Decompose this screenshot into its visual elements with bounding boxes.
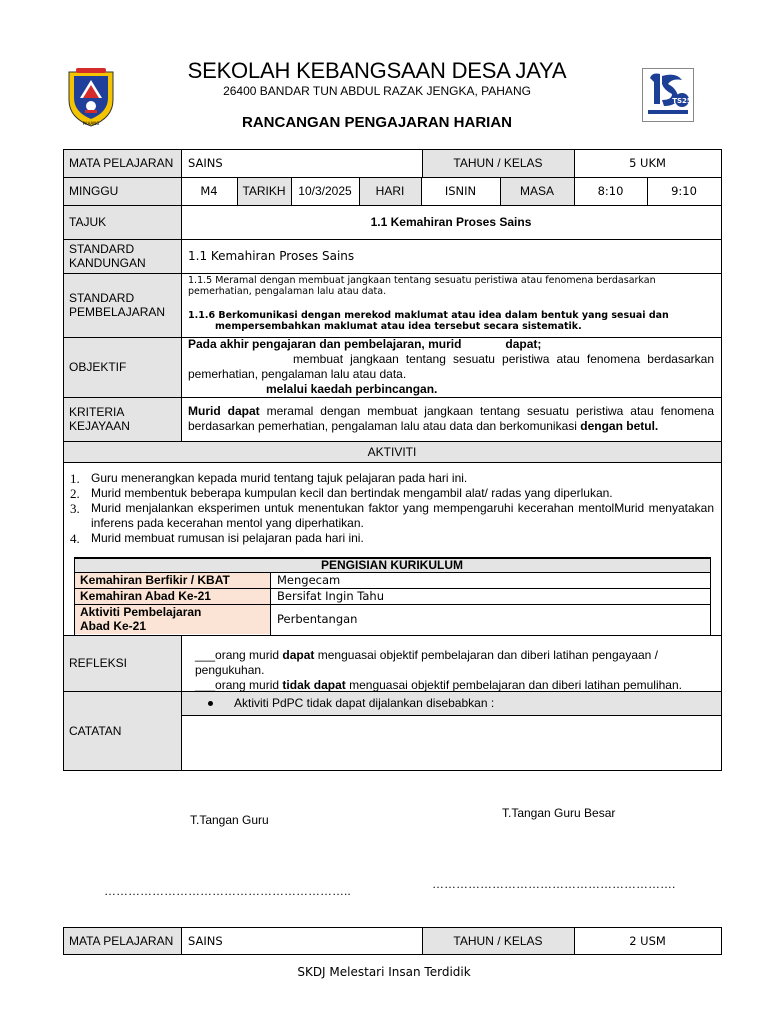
teacher-signature-line: …………………………………………………….. bbox=[104, 884, 351, 898]
activities-heading: AKTIVITI bbox=[367, 444, 417, 459]
document-title: RANCANGAN PENGAJARAN HARIAN bbox=[241, 114, 512, 131]
svg-text:PAHANG: PAHANG bbox=[82, 121, 100, 126]
class-value: 5 UKM bbox=[629, 156, 666, 170]
kurikulum-value-aktiviti: Perbentangan bbox=[277, 612, 358, 626]
kurikulum-label-abad21: Kemahiran Abad Ke-21 bbox=[80, 589, 211, 603]
date-value: 10/3/2025 bbox=[298, 184, 352, 198]
teacher-signature-label: T.Tangan Guru bbox=[190, 813, 269, 827]
headmaster-signature-label: T.Tangan Guru Besar bbox=[502, 806, 616, 820]
reflection-label: REFLEKSI bbox=[69, 656, 128, 670]
kurikulum-label-kbat: Kemahiran Berfikir / KBAT bbox=[80, 573, 230, 587]
footer-motto: SKDJ Melestari Insan Terdidik bbox=[297, 965, 471, 979]
kurikulum-heading: PENGISIAN KURIKULUM bbox=[320, 558, 463, 572]
notes-input-area[interactable] bbox=[182, 716, 721, 770]
next-class-label: TAHUN / KELAS bbox=[453, 933, 543, 948]
subject-value: SAINS bbox=[188, 156, 223, 170]
content-standard-label: STANDARD KANDUNGAN bbox=[69, 242, 146, 270]
criteria-label: KRITERIA KEJAYAAN bbox=[69, 405, 130, 433]
school-address: 26400 BANDAR TUN ABDUL RAZAK JENGKA, PAHANG bbox=[223, 84, 531, 98]
reflection-line-not-achieved: ___orang murid tidak dapat menguasai objektif pembelajaran dan diberi latihan pemulihan. bbox=[195, 678, 682, 692]
objective-label: OBJEKTIF bbox=[69, 360, 127, 374]
activity-item: 2. Murid membentuk beberapa kumpulan kecil dan bertindak mengambil alat/ radas yang diperlukan. bbox=[70, 486, 613, 501]
criteria-text: Murid dapat meramal dengan membuat jangkaan tentang sesuatu peristiwa atau fenomena berdasarkan pemerhatian, pengalaman lalu atau data dan berkomunikasi dengan betul. bbox=[188, 404, 715, 433]
activities-list bbox=[68, 471, 714, 546]
day-label: HARI bbox=[375, 184, 405, 198]
bullet-icon bbox=[208, 701, 213, 706]
time-end: 9:10 bbox=[671, 184, 697, 198]
next-class-value: 2 USM bbox=[629, 933, 666, 948]
class-label: TAHUN / KELAS bbox=[453, 156, 543, 170]
subject-label: MATA PELAJARAN bbox=[69, 156, 174, 170]
time-start: 8:10 bbox=[597, 184, 624, 198]
notes-bullet: Aktiviti PdPC tidak dapat dijalankan disebabkan : bbox=[208, 691, 708, 715]
learning-standard-2: 1.1.6 Berkomunikasi dengan merekod maklumat atau idea dalam bentuk yang sesuai dan mempersembahkan maklumat atau idea tersebut secara sistematik. bbox=[188, 310, 669, 332]
school-crest-logo bbox=[66, 66, 116, 128]
next-subject-label: MATA PELAJARAN bbox=[69, 933, 174, 948]
day-value: ISNIN bbox=[444, 184, 477, 198]
kurikulum-label-aktiviti: Aktiviti Pembelajaran Abad Ke-21 bbox=[80, 605, 202, 633]
headmaster-signature-line: ……………………………………………………. bbox=[432, 877, 676, 891]
date-label: TARIKH bbox=[242, 184, 286, 198]
reflection-text bbox=[195, 648, 719, 693]
ts25-logo bbox=[642, 68, 694, 122]
learning-standard-label: STANDARD PEMBELAJARAN bbox=[69, 291, 166, 319]
topic-value: 1.1 Kemahiran Proses Sains bbox=[370, 215, 532, 229]
activity-item: 4. Murid membuat rumusan isi pelajaran pada hari ini. bbox=[70, 531, 364, 546]
time-label: MASA bbox=[519, 184, 554, 198]
week-value: M4 bbox=[200, 184, 218, 198]
svg-text:TS25: TS25 bbox=[672, 97, 692, 105]
content-standard-value: 1.1 Kemahiran Proses Sains bbox=[188, 249, 355, 263]
learning-standard-1: 1.1.5 Meramal dengan membuat jangkaan tentang sesuatu peristiwa atau fenomena berdasarkan pemerhatian, pengalaman lalu atau data. bbox=[188, 275, 656, 297]
activity-item: 3. Murid menjalankan eksperimen untuk menentukan faktor yang mempengaruhi kecerahan mentolMurid menyatakan inferens pada kecerahan mentol yang diperhatikan. bbox=[70, 501, 714, 530]
kurikulum-value-kbat: Mengecam bbox=[277, 573, 341, 587]
week-label: MINGGU bbox=[69, 184, 119, 198]
next-subject-value: SAINS bbox=[188, 933, 223, 948]
activity-item: 1. Guru menerangkan kepada murid tentang tajuk pelajaran pada hari ini. bbox=[70, 471, 468, 486]
school-name: SEKOLAH KEBANGSAAN DESA JAYA bbox=[187, 58, 567, 83]
topic-label: TAJUK bbox=[69, 215, 107, 229]
objective-text: Pada akhir pengajaran dan pembelajaran, murid dapat; membuat jangkaan tentang sesuatu peristiwa atau fenomena berdasarkan pemerhatian, pengalaman lalu atau data. melalui kaedah perbincangan. bbox=[188, 337, 714, 396]
reflection-line-achieved: ___orang murid dapat menguasai objektif pembelajaran dan diberi latihan pengayaan / pengukuhan. bbox=[195, 648, 659, 677]
kurikulum-value-abad21: Bersifat Ingin Tahu bbox=[277, 589, 385, 603]
notes-label: CATATAN bbox=[69, 723, 122, 738]
